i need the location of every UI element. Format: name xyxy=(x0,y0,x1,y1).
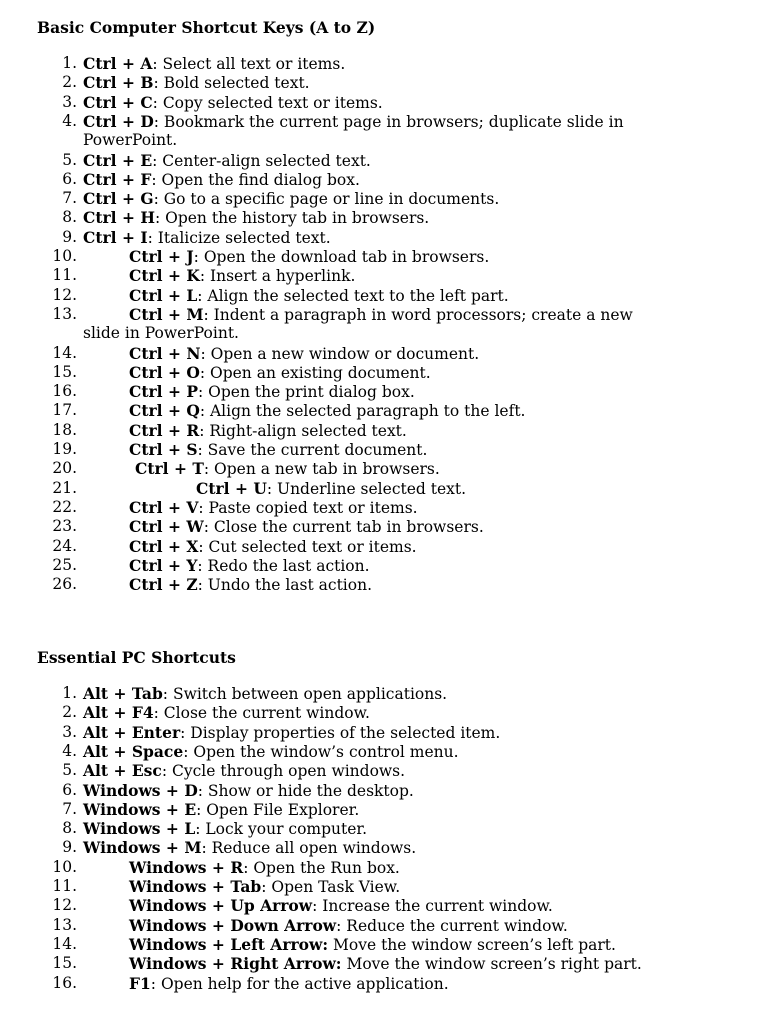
item-text xyxy=(83,838,416,858)
shortcut-description: : Open the print dialog box. xyxy=(198,383,415,402)
shortcut-description: : Reduce all open windows. xyxy=(201,839,417,858)
item-number: 14. xyxy=(52,343,77,362)
item-text xyxy=(83,761,405,781)
shortcut-description: : Show or hide the desktop. xyxy=(197,781,414,800)
item-number: 21. xyxy=(52,478,77,497)
item-number: 3. xyxy=(62,722,77,741)
item-text xyxy=(129,401,525,421)
item-number: 8. xyxy=(62,208,77,227)
shortcut-description: : Copy selected text or items. xyxy=(152,93,383,112)
item-number: 24. xyxy=(52,536,77,555)
shortcut-description: : Center-align selected text. xyxy=(152,151,371,170)
item-text xyxy=(83,170,360,190)
shortcut-key: Ctrl + D xyxy=(83,111,154,131)
item-number: 16. xyxy=(52,973,77,992)
shortcut-description: : Undo the last action. xyxy=(197,576,373,595)
item-text xyxy=(196,479,466,499)
item-text xyxy=(83,189,499,209)
shortcut-key: Windows + L xyxy=(83,819,196,839)
item-number: 4. xyxy=(62,111,77,130)
item-number: 19. xyxy=(52,440,77,458)
item-text xyxy=(129,440,427,460)
shortcut-key: Ctrl + B xyxy=(83,73,154,93)
item-number: 1. xyxy=(62,54,77,72)
shortcut-key: Alt + Enter xyxy=(83,722,181,742)
shortcut-description: : Open a new tab in browsers. xyxy=(203,460,440,479)
section-heading-basic: Basic Computer Shortcut Keys (A to Z) xyxy=(37,18,376,37)
shortcut-description: : Save the current document. xyxy=(197,441,428,459)
shortcut-description: : Open Task View. xyxy=(261,878,401,896)
shortcut-key: Ctrl + Y xyxy=(129,555,198,575)
shortcut-description: : Lock your computer. xyxy=(195,820,368,839)
shortcut-key: Ctrl + Q xyxy=(129,401,200,421)
shortcut-description: : Increase the current window. xyxy=(312,897,553,916)
shortcut-description: : Display properties of the selected item. xyxy=(180,723,501,742)
item-continuation: PowerPoint. xyxy=(83,131,178,150)
shortcut-description: : Align the selected paragraph to the left. xyxy=(199,402,526,421)
shortcut-key: Ctrl + F xyxy=(83,169,152,189)
shortcut-key: Ctrl + P xyxy=(129,382,198,402)
item-continuation: slide in PowerPoint. xyxy=(83,324,239,343)
shortcut-key: Ctrl + X xyxy=(129,536,199,556)
shortcut-key: Windows + M xyxy=(83,838,202,858)
item-text xyxy=(129,363,431,383)
item-number: 12. xyxy=(52,896,77,915)
item-number: 4. xyxy=(62,741,77,760)
shortcut-key: Ctrl + C xyxy=(83,92,153,112)
shortcut-description: : Open a new window or document. xyxy=(200,344,480,363)
item-number: 14. xyxy=(52,934,77,953)
item-text xyxy=(129,537,417,557)
item-text xyxy=(83,703,370,723)
shortcut-description: : Right-align selected text. xyxy=(199,421,407,440)
item-text xyxy=(83,742,459,762)
item-text xyxy=(129,935,616,955)
item-text xyxy=(83,151,371,171)
shortcut-key: Ctrl + R xyxy=(129,420,200,440)
item-text xyxy=(129,858,400,878)
item-text xyxy=(129,305,633,325)
shortcut-description: : Open the history tab in browsers. xyxy=(154,209,430,228)
item-text xyxy=(83,73,310,93)
shortcut-description: : Open the Run box. xyxy=(243,858,400,877)
shortcut-description: : Reduce the current window. xyxy=(336,916,568,935)
item-text xyxy=(129,877,400,897)
item-text xyxy=(129,266,355,286)
item-number: 9. xyxy=(62,227,77,246)
shortcut-key: Alt + F4 xyxy=(83,703,154,723)
item-number: 9. xyxy=(62,838,77,857)
item-number: 7. xyxy=(62,799,77,818)
item-text xyxy=(129,896,553,916)
item-number: 26. xyxy=(52,575,77,594)
shortcut-description: Move the window screen’s left part. xyxy=(328,935,616,954)
shortcut-key: Ctrl + N xyxy=(129,343,201,363)
item-text xyxy=(135,459,440,479)
item-text xyxy=(83,54,345,74)
item-text xyxy=(129,286,509,306)
shortcut-description: : Open the window’s control menu. xyxy=(183,742,459,761)
shortcut-description: : Bookmark the current page in browsers; duplicate slide in xyxy=(153,112,624,131)
item-number: 23. xyxy=(52,517,77,536)
item-number: 2. xyxy=(62,703,77,722)
item-number: 3. xyxy=(62,92,77,111)
item-text xyxy=(83,781,414,801)
item-text xyxy=(83,819,367,839)
item-text xyxy=(83,93,383,113)
item-number: 6. xyxy=(62,780,77,799)
shortcut-description: : Italicize selected text. xyxy=(147,228,331,247)
shortcut-key: Ctrl + I xyxy=(83,227,148,247)
shortcut-description: : Open File Explorer. xyxy=(196,800,360,819)
shortcut-description: : Close the current tab in browsers. xyxy=(203,518,484,537)
item-number: 2. xyxy=(62,73,77,92)
shortcut-key: Ctrl + O xyxy=(129,362,200,382)
item-text xyxy=(129,498,418,518)
item-text xyxy=(83,228,331,248)
item-number: 5. xyxy=(62,150,77,169)
shortcut-description: : Cut selected text or items. xyxy=(198,537,417,556)
shortcut-description: : Open an existing document. xyxy=(199,363,431,382)
shortcut-key: Windows + Up Arrow xyxy=(129,896,313,916)
item-text xyxy=(129,382,415,402)
shortcut-key: Ctrl + U xyxy=(196,478,267,498)
shortcut-key: Alt + Space xyxy=(83,741,184,761)
item-number: 13. xyxy=(52,915,77,934)
shortcut-key: Windows + R xyxy=(129,857,244,877)
item-number: 11. xyxy=(52,266,77,285)
item-number: 17. xyxy=(52,401,77,420)
shortcut-key: Ctrl + K xyxy=(129,266,200,286)
item-text xyxy=(129,575,372,595)
shortcut-description: : Open help for the active application. xyxy=(150,974,449,993)
item-text xyxy=(129,954,642,974)
item-text xyxy=(129,344,479,364)
shortcut-key: Ctrl + S xyxy=(129,440,198,459)
shortcut-description: : Open the download tab in browsers. xyxy=(193,248,490,266)
shortcut-description: : Redo the last action. xyxy=(197,556,370,575)
item-number: 16. xyxy=(52,382,77,401)
shortcut-description: : Paste copied text or items. xyxy=(198,498,418,517)
item-number: 22. xyxy=(52,497,77,516)
item-text xyxy=(83,208,429,228)
item-text xyxy=(129,517,484,537)
shortcut-key: Ctrl + G xyxy=(83,189,154,209)
shortcut-description: : Insert a hyperlink. xyxy=(199,267,356,286)
item-number: 7. xyxy=(62,189,77,208)
item-text xyxy=(83,112,624,132)
item-number: 8. xyxy=(62,819,77,838)
shortcut-key: Ctrl + T xyxy=(135,459,204,479)
item-text xyxy=(129,916,568,936)
shortcut-description: : Indent a paragraph in word processors; create a new xyxy=(203,305,633,324)
item-number: 10. xyxy=(52,247,77,265)
shortcut-key: Ctrl + Z xyxy=(129,575,198,595)
shortcut-key: Windows + E xyxy=(83,799,197,819)
item-number: 13. xyxy=(52,304,77,323)
item-number: 1. xyxy=(62,684,77,702)
shortcut-key: Ctrl + E xyxy=(83,150,153,170)
item-number: 10. xyxy=(52,857,77,876)
shortcut-key: F1 xyxy=(129,973,151,993)
shortcut-description: : Align the selected text to the left part. xyxy=(197,286,509,305)
shortcut-key: Ctrl + V xyxy=(129,497,199,517)
section-heading-essential: Essential PC Shortcuts xyxy=(37,648,236,667)
shortcut-key: Windows + Left Arrow: xyxy=(129,934,329,954)
item-number: 11. xyxy=(52,877,77,895)
item-text xyxy=(83,800,359,820)
item-number: 25. xyxy=(52,555,77,574)
item-text xyxy=(83,723,500,743)
item-number: 6. xyxy=(62,169,77,188)
item-number: 5. xyxy=(62,761,77,780)
shortcut-description: : Bold selected text. xyxy=(153,74,310,93)
item-text xyxy=(129,556,370,576)
item-number: 18. xyxy=(52,420,77,439)
item-number: 12. xyxy=(52,285,77,304)
shortcut-description: : Cycle through open windows. xyxy=(161,762,406,781)
shortcut-key: Ctrl + M xyxy=(129,304,204,324)
item-text xyxy=(129,974,449,994)
shortcut-description: : Close the current window. xyxy=(153,704,370,723)
shortcut-description: : Go to a specific page or line in documents. xyxy=(153,190,500,209)
shortcut-description: : Switch between open applications. xyxy=(162,685,448,703)
shortcut-key: Alt + Tab xyxy=(83,684,163,703)
shortcut-description: Move the window screen’s right part. xyxy=(341,955,642,974)
shortcut-key: Ctrl + J xyxy=(129,247,194,266)
item-text xyxy=(129,247,489,267)
item-text xyxy=(129,421,407,441)
shortcut-key: Windows + Down Arrow xyxy=(129,915,337,935)
shortcut-description: : Select all text or items. xyxy=(152,55,346,73)
shortcut-key: Alt + Esc xyxy=(83,761,162,781)
item-text xyxy=(83,684,447,704)
shortcut-key: Windows + D xyxy=(83,780,198,800)
shortcut-key: Ctrl + A xyxy=(83,54,153,73)
shortcut-description: : Underline selected text. xyxy=(266,479,467,498)
item-number: 20. xyxy=(52,459,77,478)
item-number: 15. xyxy=(52,954,77,973)
shortcut-key: Windows + Right Arrow: xyxy=(129,954,342,974)
item-number: 15. xyxy=(52,362,77,381)
shortcut-key: Ctrl + W xyxy=(129,517,204,537)
shortcut-key: Ctrl + L xyxy=(129,285,198,305)
shortcut-key: Windows + Tab xyxy=(129,877,262,896)
shortcut-key: Ctrl + H xyxy=(83,208,155,228)
shortcut-description: : Open the find dialog box. xyxy=(151,170,360,189)
